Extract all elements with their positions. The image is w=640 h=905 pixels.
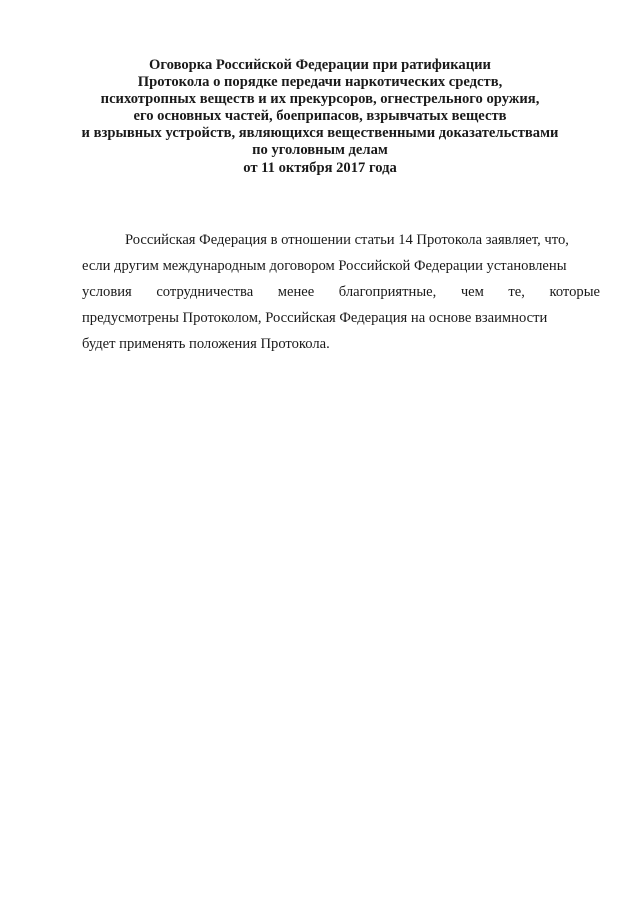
title-line: Протокола о порядке передачи наркотических средств, [137,74,503,91]
body-line: будет применять положения Протокола. [82,335,330,352]
title-line: и взрывных устройств, являющихся вещественными доказательствами [81,125,559,142]
title-line: по уголовным делам [252,142,388,159]
body-paragraph [82,228,600,358]
body-line: если другим международным договором Российской Федерации установлены [82,257,567,274]
body-line: Российская Федерация в отношении статьи 14 Протокола заявляет, что, [125,232,569,248]
title-line: психотропных веществ и их прекурсоров, огнестрельного оружия, [100,91,540,108]
body-line: предусмотрены Протоколом, Российская Федерация на основе взаимности [82,309,548,326]
title-date: от 11 октября 2017 года [243,159,397,176]
document-title [60,57,580,177]
body-line: условия сотрудничества менее благоприятные, чем те, которые [82,283,600,300]
title-line: Оговорка Российской Федерации при ратификации [149,57,491,73]
title-line: его основных частей, боеприпасов, взрывчатых веществ [133,108,507,125]
